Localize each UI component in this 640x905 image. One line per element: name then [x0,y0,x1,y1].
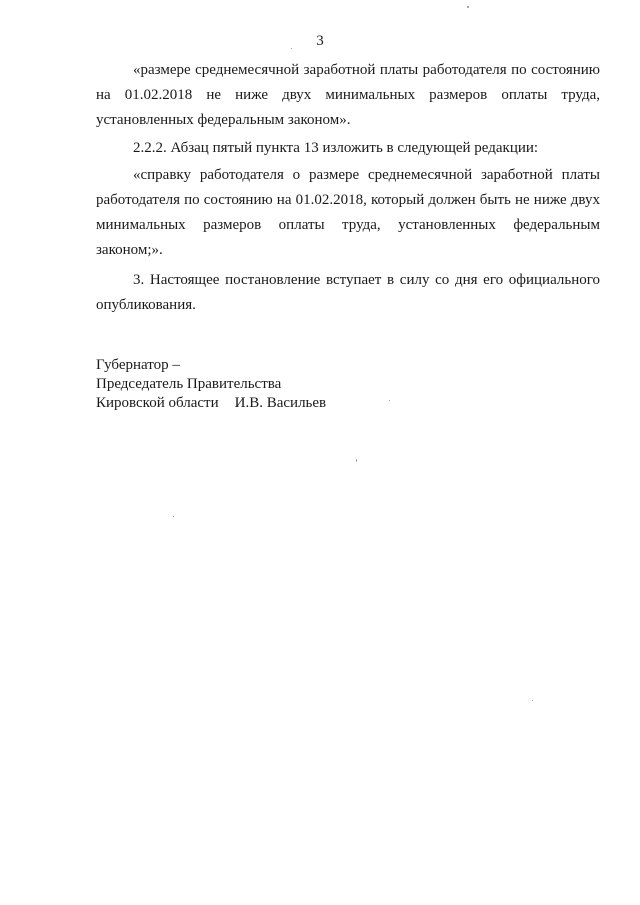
scan-speck [291,48,292,49]
page-number: 3 [316,33,324,49]
signature-region: Кировской области [96,395,219,411]
signatory-name: И.В. Васильев [234,395,327,411]
signature-block [96,356,326,413]
scan-speck [532,700,533,701]
signature-title-line1: Губернатор – [96,357,180,373]
document-body [96,58,600,318]
paragraph-2-2-2: 2.2.2. Абзац пятый пункта 13 изложить в следующей редакции: [133,139,539,156]
paragraph-quote-certificate: «справку работодателя о размере среднемесячной заработной платы работодателя по состоянию на 01.02.2018, который должен быть не ниже двух минимальных размеров оплаты труда, установленных федеральным законом;». [96,166,600,259]
signature-title-line2: Председатель Правительства [96,376,282,392]
paragraph-3-effective: 3. Настоящее постановление вступает в силу со дня его официального опубликования. [96,271,600,313]
signature-title-line3 [96,394,326,413]
scan-speck [389,400,390,401]
scan-speck [467,6,469,8]
scan-speck [173,516,174,517]
scan-speck [356,459,357,462]
paragraph-quote-salary: «размере среднемесячной заработной платы работодателя по состоянию на 01.02.2018 не ниже двух минимальных размеров оплаты труда, установленных федеральным законом». [96,62,600,129]
